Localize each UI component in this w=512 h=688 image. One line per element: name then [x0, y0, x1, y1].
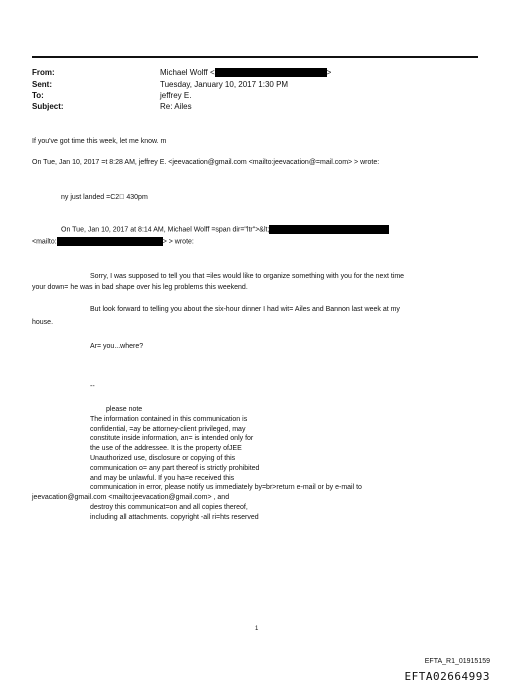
- body-line-8: --: [90, 383, 95, 390]
- notice-line: The information contained in this communication is: [90, 415, 248, 423]
- wrote-suffix: > > wrote:: [162, 238, 194, 246]
- notice-line: communication o= any part thereof is strictly prohibited: [90, 464, 260, 472]
- body-line-6a: But look forward to telling you about the six-hour dinner I had wit= Ailes and Bannon last week at my: [90, 306, 400, 313]
- notice-line: jeevacation@gmail.com <mailto:jeevacation@gmail.com> , and: [32, 494, 230, 502]
- notice-line: Unauthorized use, disclosure or copying of this: [90, 454, 236, 462]
- redaction-box: [269, 225, 389, 234]
- body-line-1: If you've got time this week, let me know. m: [32, 138, 167, 145]
- body-line-5a: Sorry, I was supposed to tell you that =iles would like to organize something with you for the next time: [90, 273, 405, 280]
- body-line-3: ny just landed =C2  430pm: [61, 194, 148, 201]
- sent-value: Tuesday, January 10, 2017 1:30 PM: [160, 80, 289, 89]
- to-value: jeffrey E.: [160, 91, 192, 100]
- notice-line: and may be unlawful. If you ha=e received this: [90, 474, 235, 482]
- notice-line: confidential, =ay be attorney-client privileged, may: [90, 425, 246, 433]
- header-rule: [32, 56, 478, 58]
- notice-line: destroy this communicat=on and all copies thereof,: [90, 503, 248, 511]
- notice-line: including all attachments. copyright -all ri=hts reserved: [90, 513, 259, 521]
- from-suffix: >: [326, 68, 332, 77]
- efta-reference-small: EFTA_R1_01915159: [424, 658, 490, 665]
- notice-line: communication in error, please notify us immediately by=br>return e-mail or by e-mail to: [90, 484, 362, 492]
- body-line-4b: [32, 237, 194, 246]
- redaction-box: [57, 237, 163, 246]
- sent-label: Sent:: [32, 80, 52, 89]
- mailto-prefix: <mailto:: [32, 238, 57, 246]
- notice-line: please note: [106, 406, 143, 413]
- notice-line: the use of the addressee. It is the property ofJEE: [90, 445, 242, 453]
- from-name: Michael Wolff <: [160, 68, 215, 77]
- efta-reference-large: EFTA02664993: [404, 670, 490, 683]
- to-label: To:: [32, 91, 44, 100]
- body-line-7: Ar= you...where?: [90, 343, 144, 350]
- subject-label: Subject:: [32, 102, 64, 111]
- confidentiality-notice: [32, 405, 362, 523]
- body-line-5b: your down= he was in bad shape over his leg problems this weekend.: [32, 284, 248, 291]
- from-value: [160, 68, 331, 77]
- subject-value: Re: Ailes: [160, 102, 192, 111]
- body-line-6b: house.: [32, 319, 54, 326]
- body-line-2: On Tue, Jan 10, 2017 =t 8:28 AM, jeffrey E. <jeevacation@gmail.com <mailto:jeevacation@=mail.com> > wrote:: [32, 159, 380, 166]
- quoted-header: On Tue, Jan 10, 2017 at 8:14 AM, Michael Wolff =span dir="ltr">&lt;: [61, 226, 270, 234]
- notice-line: constitute inside information, an= is intended only for: [90, 435, 254, 443]
- body-line-4a: [61, 225, 389, 234]
- redaction-box: [215, 68, 327, 77]
- from-label: From:: [32, 68, 55, 77]
- page-number: 1: [255, 626, 259, 632]
